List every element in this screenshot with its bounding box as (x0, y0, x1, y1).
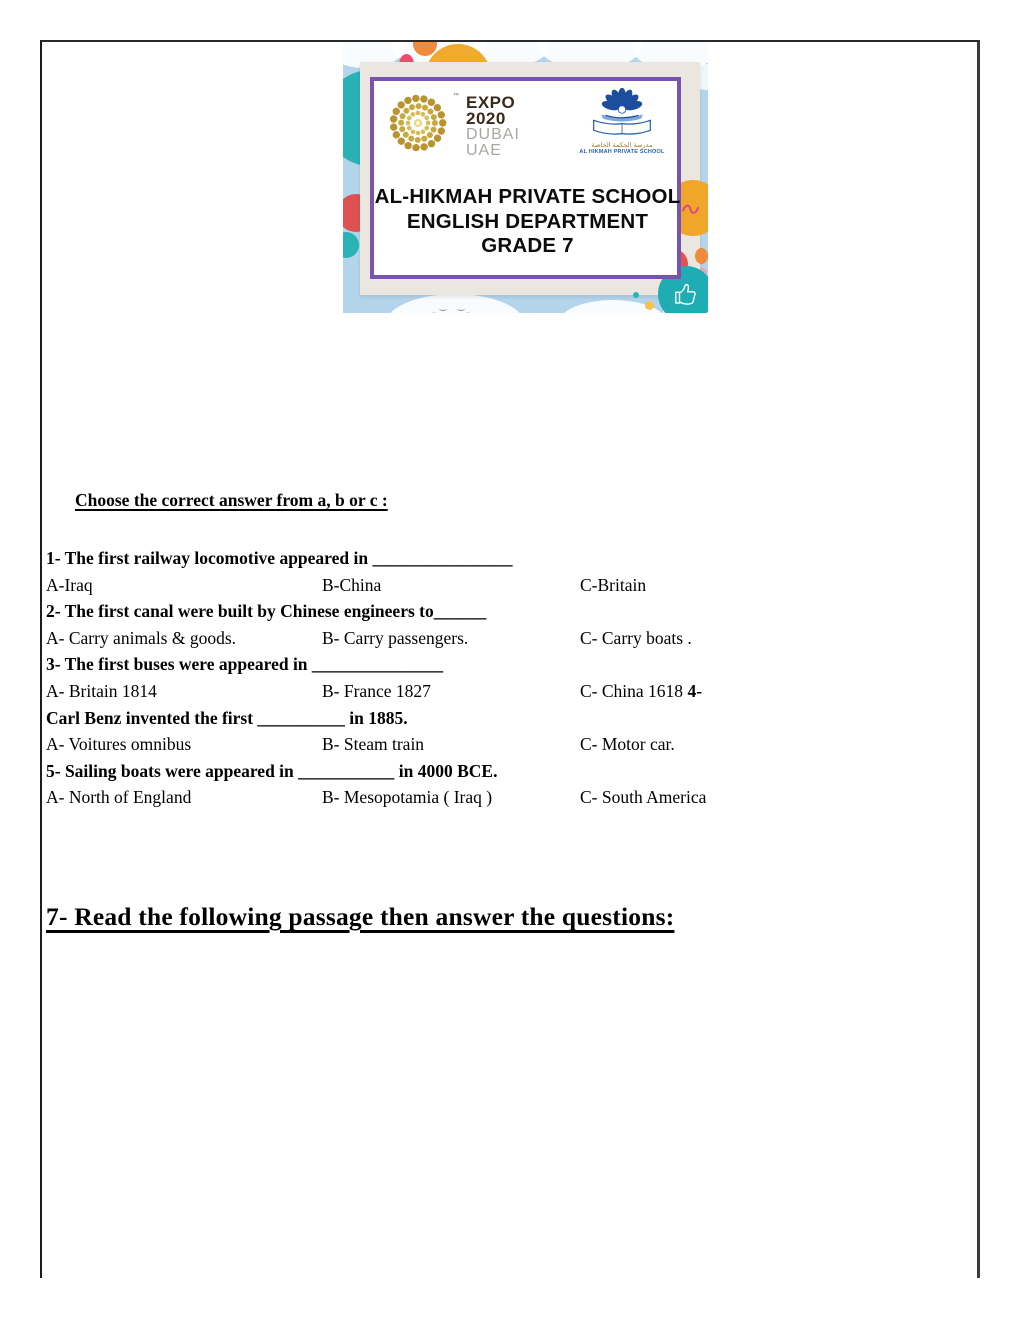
school-crest-icon (574, 87, 670, 137)
teal-circle-decoration (343, 232, 359, 258)
expo-word-line: EXPO (466, 93, 516, 112)
option-a: A- North of England (46, 787, 192, 808)
expo-rings-icon (386, 91, 450, 155)
expo-word-line: DUBAI (466, 126, 520, 143)
expo-2020-logo (386, 89, 536, 169)
expo-wordmark (466, 95, 520, 158)
next-question-number: 4- (687, 680, 703, 701)
school-header-image (343, 42, 708, 313)
title-card (370, 77, 681, 279)
expo-word-line: 2020 (466, 109, 506, 128)
balloon-decoration (695, 248, 708, 264)
option-b: B- Mesopotamia ( Iraq ) (322, 787, 493, 808)
school-english-name: AL HIKMAH PRIVATE SCHOOL (579, 149, 665, 155)
squiggle-icon (678, 193, 708, 223)
question-options (46, 678, 951, 705)
thumbs-up-icon (671, 279, 701, 309)
question-text: 1- The first railway locomotive appeared in ________________ (46, 548, 513, 568)
questions-list (46, 545, 951, 811)
option-b: B-China (322, 574, 382, 595)
cloud-eye (457, 306, 465, 311)
option-b: B- Carry passengers. (322, 627, 469, 648)
cloud-cheek (431, 312, 437, 313)
question-text: 2- The first canal were built by Chinese engineers to______ (46, 601, 487, 622)
card-title-line: ENGLISH DEPARTMENT (406, 209, 649, 233)
cloud-eye (439, 306, 447, 311)
option-a: A- Voitures omnibus (46, 734, 192, 755)
cloud-cheek (465, 312, 471, 313)
question-options (46, 784, 951, 811)
option-c: C- South America (580, 787, 707, 808)
option-c: C-Britain (580, 574, 647, 595)
option-b: B- France 1827 (322, 680, 431, 701)
teal-dot-decoration (633, 292, 639, 298)
school-logo (570, 87, 674, 156)
card-title-line: AL-HIKMAH PRIVATE SCHOOL (374, 185, 681, 208)
question-text: 5- Sailing boats were appeared in ___________ in 4000 BCE. (46, 760, 498, 781)
option-a: A-Iraq (46, 574, 93, 595)
expo-word-line: UAE (466, 141, 502, 159)
option-a: A- Carry animals & goods. (46, 627, 237, 648)
card-title-line: GRADE 7 (481, 234, 574, 257)
section-heading-passage: 7- Read the following passage then answer the questions: (46, 902, 675, 931)
question-text: 3- The first buses were appeared in _______________ (46, 654, 444, 675)
option-a: A- Britain 1814 (46, 680, 157, 701)
school-title (374, 185, 681, 259)
option-c: C- China 1618 4- (580, 680, 703, 701)
option-c: C- Carry boats . (580, 627, 692, 648)
cloud-face-decoration (385, 294, 525, 313)
question-text: Carl Benz invented the first __________ in 1885. (46, 707, 408, 728)
school-arabic-name: مدرسة الحكمة الخاصة (591, 141, 653, 149)
question-options (46, 572, 951, 599)
yellow-dot-decoration (645, 301, 654, 310)
question-options (46, 731, 951, 758)
trademark-symbol: ™ (453, 93, 459, 99)
option-c: C- Motor car. (580, 734, 675, 755)
section-heading-choose: Choose the correct answer from a, b or c : (75, 490, 388, 510)
question-options (46, 625, 951, 652)
option-b: B- Steam train (322, 734, 425, 755)
